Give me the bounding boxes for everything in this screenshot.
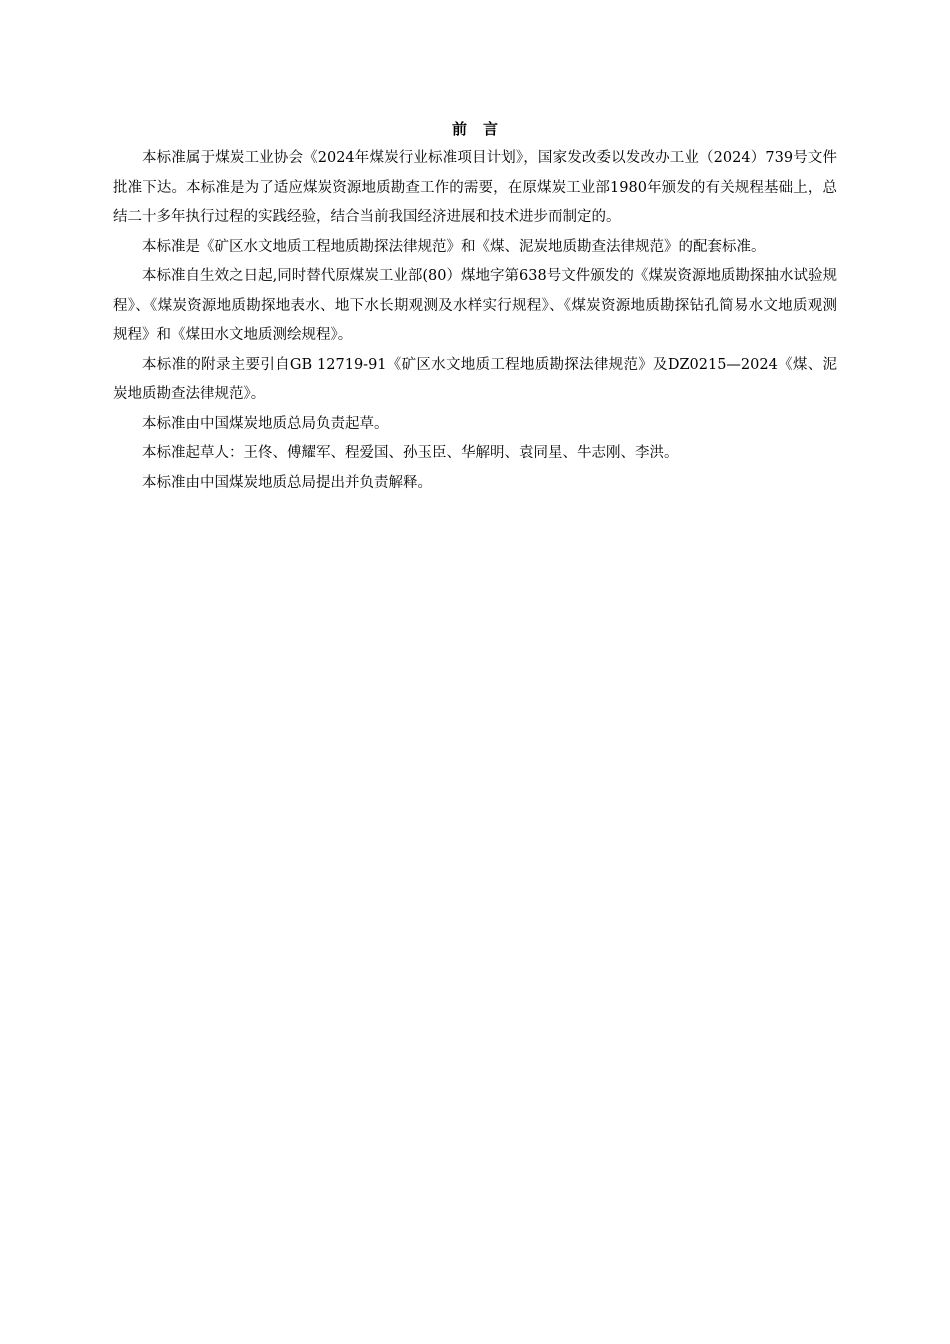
paragraph-4: 本标准的附录主要引自GB 12719-91《矿区水文地质工程地质勘探法律规范》及DZ0215—2024《煤、泥炭地质勘查法律规范》。: [113, 356, 837, 402]
preface-body: [113, 144, 837, 498]
title-char-1: 前: [451, 120, 467, 138]
paragraph-7: 本标准由中国煤炭地质总局提出并负责解释。: [142, 474, 432, 491]
paragraph-1: 本标准属于煤炭工业协会《2024年煤炭行业标准项目计划》，国家发改委以发改办工业（2024）739号文件批准下达。本标准是为了适应煤炭资源地质勘查工作的需要，在原煤炭工业部1980年颁发的有关规程基础上，总结二十多年执行过程的实践经验，结合当前我国经济进展和技术进步而制定的。: [113, 150, 837, 225]
paragraph-2: 本标准是《矿区水文地质工程地质勘探法律规范》和《煤、泥炭地质勘查法律规范》的配套标准。: [142, 238, 766, 255]
paragraph-5: 本标准由中国煤炭地质总局负责起草。: [142, 415, 389, 432]
paragraph-3: 本标准自生效之日起,同时替代原煤炭工业部(80）煤地字第638号文件颁发的《煤炭资源地质勘探抽水试验规程》、《煤炭资源地质勘探地表水、地下水长期观测及水样实行规程》、《煤炭资源地质勘探钻孔简易水文地质观测规程》和《煤田水文地质测绘规程》。: [113, 268, 837, 343]
title-char-2: 言: [483, 120, 499, 138]
paragraph-6: 本标准起草人：王佟、傅耀军、程爱国、孙玉臣、华解明、袁同星、牛志刚、李洪。: [142, 445, 679, 461]
page-title: [0, 118, 950, 140]
